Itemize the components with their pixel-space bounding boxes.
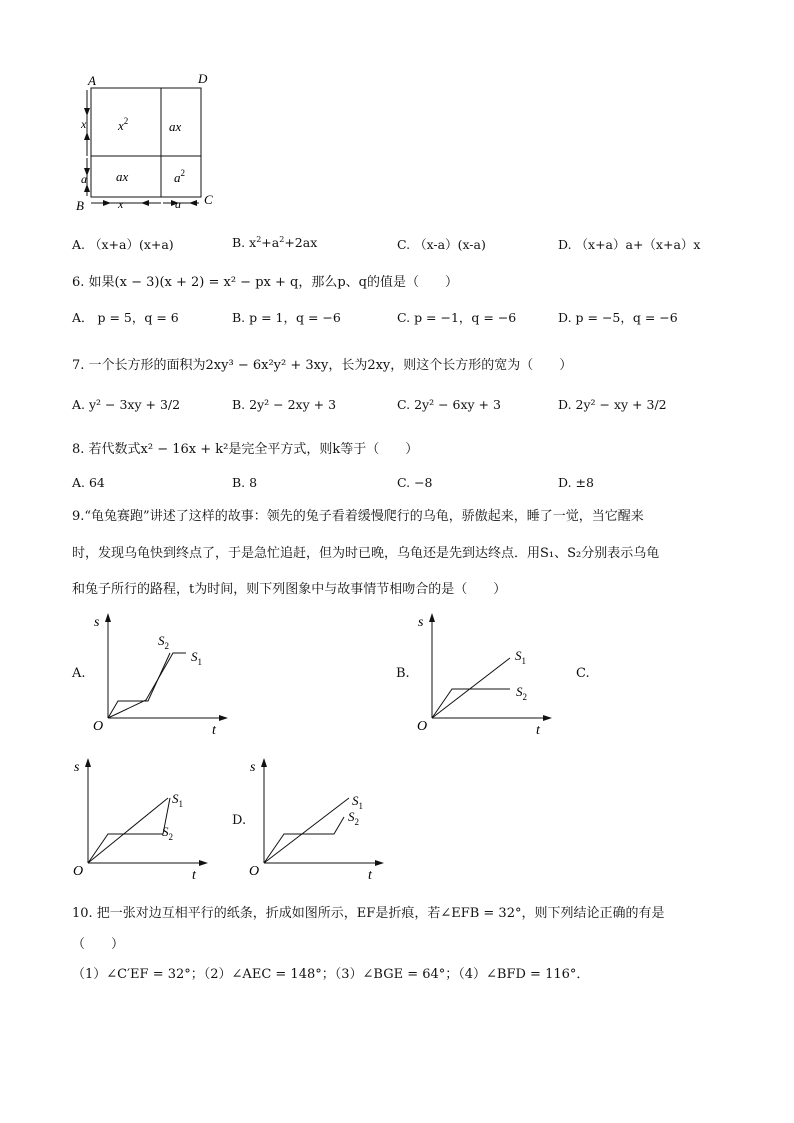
q6-option-c: C. p = −1，q = −6 xyxy=(397,310,517,325)
q10-stem-line2: （ ） xyxy=(72,937,125,952)
q9-option-c-label: C. xyxy=(576,666,590,681)
graph-a-axis-s: s xyxy=(94,615,100,630)
q5-option-d: D. （x+a）a+（x+a）x xyxy=(558,237,701,252)
graph-d-origin: O xyxy=(249,864,260,879)
vertex-b-label: B xyxy=(76,198,84,213)
graph-c-axis-s: s xyxy=(74,760,80,775)
graph-b-s2 xyxy=(432,689,510,718)
q8-stem: 8. 若代数式x² − 16x + k²是完全平方式，则k等于（ ） xyxy=(72,442,419,457)
graph-c-s2-label: $S_2$ xyxy=(162,824,173,842)
q9-option-b-label: B. xyxy=(396,666,410,681)
q6-option-b: B. p = 1，q = −6 xyxy=(232,310,341,325)
q8-option-c: C. −8 xyxy=(397,475,433,490)
graph-b-s1 xyxy=(432,658,510,718)
graph-b-s1-label: $S_1$ xyxy=(515,648,526,666)
q8-option-b: B. 8 xyxy=(232,475,258,490)
bottom-a-label: a xyxy=(175,197,181,211)
graph-c-s1-label: $S_1$ xyxy=(172,791,183,809)
graph-d xyxy=(244,755,404,883)
q9-stem-line3: 和兔子所行的路程，t为时间，则下列图象中与故事情节相吻合的是（ ） xyxy=(72,582,507,597)
q5-option-a: A. （x+a）(x+a) xyxy=(72,237,174,252)
q9-stem-line2: 时，发现乌龟快到终点了，于是急忙追赶，但为时已晚，乌龟还是先到达终点．用S₁、S₂分别表示乌龟 xyxy=(72,546,660,561)
q8-option-d: D. ±8 xyxy=(558,475,594,490)
q7-option-b: B. 2y² − 2xy + 3 xyxy=(232,397,337,412)
side-a-label: a xyxy=(81,172,87,186)
q6-option-a: A． p = 5，q = 6 xyxy=(72,310,179,325)
outer-square xyxy=(91,88,201,197)
q5-option-c: C. （x-a）(x-a) xyxy=(397,237,486,252)
graph-c-axis-t: t xyxy=(192,868,196,883)
q7-option-c: C. 2y² − 6xy + 3 xyxy=(397,397,501,412)
cell-a-squared: $a^2$ xyxy=(174,168,185,185)
cell-ax-top: ax xyxy=(169,119,182,134)
q7-option-d: D. 2y² − xy + 3/2 xyxy=(558,397,667,412)
q5-option-b: B. $x^2+a^2+2ax$ xyxy=(232,235,318,251)
graph-a-s1 xyxy=(108,653,186,718)
graph-a-s2-label: $S_2$ xyxy=(158,633,169,651)
vertex-c-label: C xyxy=(204,192,213,207)
graph-d-s2 xyxy=(264,817,344,863)
graph-b-axis-s: s xyxy=(418,615,424,630)
vertex-a-label: A xyxy=(88,73,96,88)
square-area-figure xyxy=(70,70,230,215)
q7-stem: 7. 一个长方形的面积为2xy³ − 6x²y² + 3xy，长为2xy，则这个长方形的宽为（ ） xyxy=(72,358,573,373)
graph-c-origin: O xyxy=(73,864,84,879)
graph-b-axis-t: t xyxy=(536,723,540,735)
cell-ax-bottom: ax xyxy=(116,169,129,184)
q10-stem-line1: 10. 把一张对边互相平行的纸条，折成如图所示，EF是折痕，若∠EFB = 32°，则下列结论正确的有是 xyxy=(72,906,665,921)
q7-option-a: A. y² − 3xy + 3/2 xyxy=(72,397,181,412)
graph-d-axis-t: t xyxy=(368,868,372,883)
graph-d-s1-label: $S_1$ xyxy=(352,793,363,811)
graph-b-s2-label: $S_2$ xyxy=(516,684,527,702)
graph-c xyxy=(68,755,228,883)
graph-b-origin: O xyxy=(417,719,428,734)
graph-a-origin: O xyxy=(93,719,104,734)
vertex-d-label: D xyxy=(198,71,208,86)
graph-d-s2-label: $S_2$ xyxy=(348,809,359,827)
graph-a-s2 xyxy=(108,653,170,718)
q6-stem: 6. 如果(x − 3)(x + 2) = x² − px + q，那么p、q的值是（ ） xyxy=(72,275,458,290)
q6-option-d: D. p = −5，q = −6 xyxy=(558,310,678,325)
graph-c-s1 xyxy=(88,798,168,863)
q9-option-a-label: A. xyxy=(72,666,86,681)
graph-d-axis-s: s xyxy=(250,760,256,775)
graph-a-s1-label: $S_1$ xyxy=(191,649,202,667)
side-x-label: x xyxy=(81,117,87,131)
bottom-x-label: x xyxy=(118,197,124,211)
q10-statements: （1）∠C′EF = 32°；（2）∠AEC = 148°；（3）∠BGE = 64°；（4）∠BFD = 116°． xyxy=(72,967,590,982)
q9-stem-line1: 9.“龟兔赛跑”讲述了这样的故事：领先的兔子看着缓慢爬行的乌龟，骄傲起来，睡了一觉，当它醒来 xyxy=(72,509,644,524)
graph-a xyxy=(88,610,248,735)
q8-option-a: A. 64 xyxy=(72,475,105,490)
cell-x-squared: $x^2$ xyxy=(118,116,129,133)
q9-option-d-label: D. xyxy=(232,813,247,828)
graph-a-axis-t: t xyxy=(212,723,216,735)
graph-b xyxy=(412,610,572,735)
